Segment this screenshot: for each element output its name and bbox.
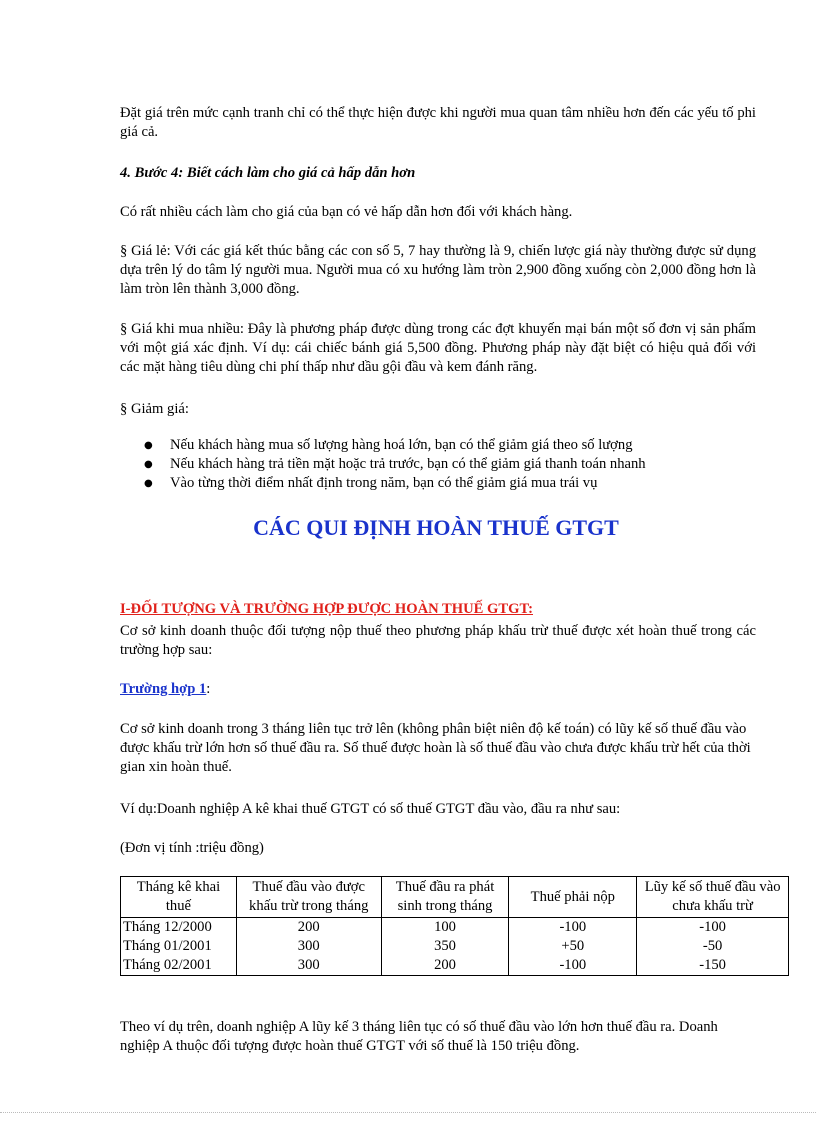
example-line: Ví dụ:Doanh nghiệp A kê khai thuế GTGT có số thuế GTGT đầu vào, đầu ra như sau: xyxy=(120,801,621,817)
list-item-text: Nếu khách hàng mua số lượng hàng hoá lớn, bạn có thể giảm giá theo số lượng xyxy=(170,437,633,453)
intro-paragraph: Đặt giá trên mức cạnh tranh chỉ có thể thực hiện được khi người mua quan tâm nhiều hơn đến các yếu tố phi giá cả. xyxy=(120,105,756,140)
table-row xyxy=(121,918,789,938)
table-row xyxy=(121,937,789,956)
section-title: I-ĐỐI TƯỢNG VÀ TRƯỜNG HỢP ĐƯỢC HOÀN THUẾ GTGT: xyxy=(120,601,533,617)
cell-cumulative: -100 xyxy=(637,918,789,938)
bullet-icon: ● xyxy=(144,478,153,489)
header-output-tax: Thuế đầu ra phát sinh trong tháng xyxy=(381,877,509,918)
cell-output-tax: 200 xyxy=(381,956,509,976)
bullet-icon: ● xyxy=(144,459,153,470)
cell-month: Tháng 02/2001 xyxy=(121,956,237,976)
header-month: Tháng kê khai thuế xyxy=(121,877,237,918)
main-title: CÁC QUI ĐỊNH HOÀN THUẾ GTGT xyxy=(253,515,619,540)
cell-input-tax: 200 xyxy=(236,918,381,938)
discount-bullet-list xyxy=(120,436,756,493)
header-tax-payable: Thuế phải nộp xyxy=(509,877,637,918)
list-item xyxy=(120,455,756,474)
step4-heading: 4. Bước 4: Biết cách làm cho giá cả hấp dẫn hơn xyxy=(120,165,416,181)
case1-link[interactable]: Trường hợp 1 xyxy=(120,681,207,697)
header-input-tax: Thuế đầu vào được khấu trừ trong tháng xyxy=(236,877,381,918)
table-header-row xyxy=(121,877,789,918)
case1-paragraph: Cơ sở kinh doanh trong 3 tháng liên tục trở lên (không phân biệt niên độ kế toán) có lũy kế số thuế đầu vào được khấu trừ lớn hơn số thuế đầu ra. Số thuế được hoàn là số thuế đầu vào chưa được khấu trừ hết của thời gian xin hoàn thuế. xyxy=(120,721,751,775)
cell-input-tax: 300 xyxy=(236,937,381,956)
table-row xyxy=(121,956,789,976)
cell-tax-payable: +50 xyxy=(509,937,637,956)
bullet-icon: ● xyxy=(144,440,153,451)
bulk-price-paragraph: § Giá khi mua nhiều: Đây là phương pháp được dùng trong các đợt khuyến mại bán một số đơn vị sản phẩm với một giá xác định. Ví dụ: cái chiếc bánh giá 5,500 đồng. Phương pháp này đặt biệt có hiệu quả đối với các mặt hàng tiêu dùng chi phí thấp như dầu gội đầu và kem đánh răng. xyxy=(120,321,756,375)
list-item-text: Nếu khách hàng trả tiền mặt hoặc trả trước, bạn có thể giảm giá thanh toán nhanh xyxy=(170,456,646,472)
section-intro: Cơ sở kinh doanh thuộc đối tượng nộp thuế theo phương pháp khấu trừ thuế được xét hoàn thuế trong các trường hợp sau: xyxy=(120,623,756,658)
cell-output-tax: 100 xyxy=(381,918,509,938)
odd-price-paragraph: § Giá lẻ: Với các giá kết thúc bằng các con số 5, 7 hay thường là 9, chiến lược giá này thường được sử dụng dựa trên lý do tâm lý người mua. Người mua có xu hướng làm tròn 2,900 đồng xuống còn 2,000 đồng hơn là làm tròn lên thành 3,000 đồng. xyxy=(120,243,756,297)
cell-output-tax: 350 xyxy=(381,937,509,956)
cell-tax-payable: -100 xyxy=(509,956,637,976)
list-item xyxy=(120,474,756,493)
conclusion-paragraph: Theo ví dụ trên, doanh nghiệp A lũy kế 3 tháng liên tục có số thuế đầu vào lớn hơn thuế đầu ra. Doanh nghiệp A thuộc đối tượng được hoàn thuế GTGT với số thuế là 150 triệu đồng. xyxy=(120,1019,718,1054)
cell-cumulative: -50 xyxy=(637,937,789,956)
cell-tax-payable: -100 xyxy=(509,918,637,938)
list-item xyxy=(120,436,756,455)
cell-month: Tháng 01/2001 xyxy=(121,937,237,956)
cell-input-tax: 300 xyxy=(236,956,381,976)
step4-intro: Có rất nhiều cách làm cho giá của bạn có vẻ hấp dẫn hơn đối với khách hàng. xyxy=(120,204,573,220)
unit-line: (Đơn vị tính :triệu đồng) xyxy=(120,840,264,856)
discount-label: § Giảm giá: xyxy=(120,401,189,417)
header-cumulative: Lũy kế số thuế đầu vào chưa khấu trừ xyxy=(637,877,789,918)
cell-month: Tháng 12/2000 xyxy=(121,918,237,938)
tax-table xyxy=(120,876,789,976)
case1-colon: : xyxy=(206,681,211,697)
list-item-text: Vào từng thời điểm nhất định trong năm, bạn có thể giảm giá mua trái vụ xyxy=(170,475,598,491)
page-bottom-divider xyxy=(0,1112,816,1113)
case1-heading xyxy=(120,680,210,699)
cell-cumulative: -150 xyxy=(637,956,789,976)
